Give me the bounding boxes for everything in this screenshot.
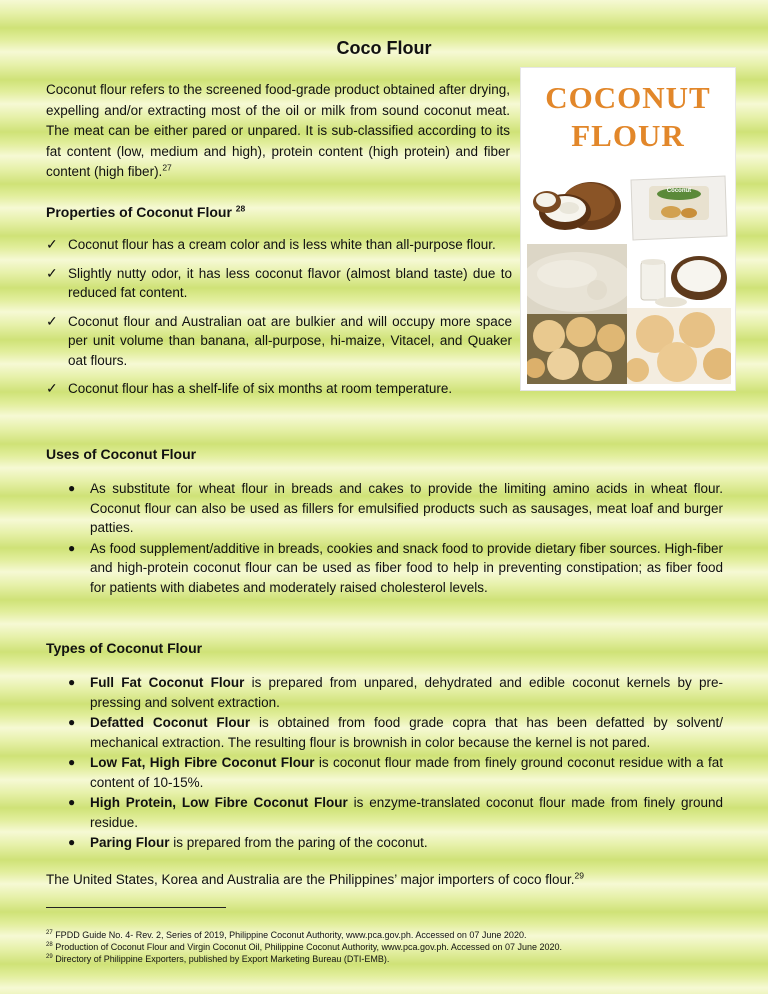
uses-list [68, 479, 723, 598]
type-name: High Protein, Low Fibre Coconut Flour [90, 795, 348, 810]
footnote-ref-27[interactable]: 27 [162, 162, 172, 173]
properties-heading [46, 204, 245, 220]
cookies-photo [527, 314, 627, 384]
list-item [68, 479, 723, 538]
type-name: Defatted Coconut Flour [90, 715, 251, 730]
coconut-halves-photo [527, 172, 627, 240]
footnote-text: Directory of Philippine Exporters, published by Export Marketing Bureau (DTI-EMB). [52, 954, 390, 964]
bullet-icon: ● [68, 715, 76, 729]
list-item [46, 264, 512, 303]
list-item [68, 753, 723, 792]
list-item [46, 235, 512, 255]
check-icon: ✓ [46, 236, 58, 252]
poster-title-line1: COCONUT [545, 80, 711, 115]
footnote-text: Production of Coconut Flour and Virgin Coconut Oil, Philippine Coconut Authority, www.pca.gov.ph. Accessed on 07 June 2020. [52, 942, 562, 952]
properties-list [46, 235, 512, 408]
type-name: Full Fat Coconut Flour [90, 675, 245, 690]
bullet-icon: ● [68, 481, 76, 495]
type-name: Paring Flour [90, 835, 170, 850]
closing-text: The United States, Korea and Australia are the Philippines’ major importers of coco flour. [46, 872, 575, 887]
cookie-plate-photo [627, 308, 731, 384]
package-label: Coconut [666, 188, 692, 194]
type-description: is prepared from the paring of the coconut. [169, 835, 428, 850]
intro-paragraph [46, 80, 510, 183]
list-item-text: Coconut flour has a shelf-life of six months at room temperature. [68, 381, 453, 396]
list-item-text: As food supplement/additive in breads, cookies and snack food to provide dietary fiber sources. High-fiber and high-protein coconut flour can be used as fiber food to help in preventing constipation; as fiber food for patients with diabetes and moderately raised cholesterol levels. [90, 540, 723, 595]
types-list [68, 673, 723, 854]
type-description: is enzyme-translated coconut flour made from finely ground residue. [90, 795, 723, 830]
check-icon: ✓ [46, 312, 58, 329]
footnote [46, 941, 746, 953]
footnote-text: FPDD Guide No. 4- Rev. 2, Series of 2019, Philippine Coconut Authority, www.pca.gov.ph. Accessed on 07 June 2020. [52, 930, 527, 940]
list-item [46, 312, 512, 371]
footnote-number: 29 [46, 954, 53, 960]
footnote-ref-29[interactable]: 29 [574, 870, 584, 881]
footnote-ref-28[interactable]: 28 [235, 203, 246, 214]
intro-text: Coconut flour refers to the screened food-grade product obtained after drying, expelling and/or extracting most of the oil or milk from sound coconut meat. The meat can be either pared or unpared. It is sub-classified according to its fat content (low, medium and high), protein content (high protein) and fiber content (high fiber). [46, 82, 510, 179]
coconut-milk-photo [627, 244, 731, 308]
footnote-number: 27 [46, 930, 53, 936]
flour-package-photo [627, 172, 731, 244]
bullet-icon: ● [68, 755, 76, 769]
closing-paragraph [46, 872, 584, 887]
uses-heading: Uses of Coconut Flour [46, 446, 197, 462]
footnote-number: 28 [46, 942, 53, 948]
type-description: is obtained from food grade copra that has been defatted by solvent/ mechanical extraction. The resulting flour is brownish in color because the kernel is not pared. [90, 715, 723, 750]
properties-heading-text: Properties of Coconut Flour [46, 204, 232, 220]
check-icon: ✓ [46, 264, 58, 281]
footnote-divider [46, 907, 226, 908]
list-item [68, 793, 723, 832]
type-description: is coconut flour made from finely ground coconut residue with a fat content of 10-15%. [90, 755, 723, 790]
bullet-icon: ● [68, 835, 76, 849]
bullet-icon: ● [68, 540, 76, 555]
footnote [46, 953, 746, 965]
list-item-text: Coconut flour and Australian oat are bulkier and will occupy more space per unit volume than banana, all-purpose, hi-maize, Vitacel, and Quaker oat flours. [68, 313, 512, 368]
coconut-flour-image [521, 68, 735, 390]
list-item-text: Coconut flour has a cream color and is less white than all-purpose flour. [68, 237, 496, 252]
list-item-text: As substitute for wheat flour in breads and cakes to provide the limiting amino acids in wheat flour. Coconut flour can also be used as fillers for emulsified products such as sausages, meat loaf and burger patties. [90, 481, 723, 535]
footnote [46, 929, 746, 941]
types-heading: Types of Coconut Flour [46, 640, 203, 656]
type-description: is prepared from unpared, dehydrated and edible coconut kernels by pre-pressing and solvent extraction. [90, 675, 723, 710]
type-name: Low Fat, High Fibre Coconut Flour [90, 755, 315, 770]
bullet-icon: ● [68, 675, 76, 689]
bullet-icon: ● [68, 795, 76, 809]
list-item-text: Slightly nutty odor, it has less coconut flavor (almost bland taste) due to reduced fat content. [68, 265, 512, 300]
list-item [68, 713, 723, 752]
list-item [68, 539, 723, 598]
poster-title-line2: FLOUR [571, 118, 685, 153]
page-title: Coco Flour [336, 38, 432, 58]
footnotes [46, 929, 746, 965]
check-icon: ✓ [46, 380, 58, 396]
list-item [46, 379, 512, 399]
flour-powder-photo [527, 244, 627, 314]
list-item [68, 833, 723, 853]
list-item [68, 673, 723, 712]
